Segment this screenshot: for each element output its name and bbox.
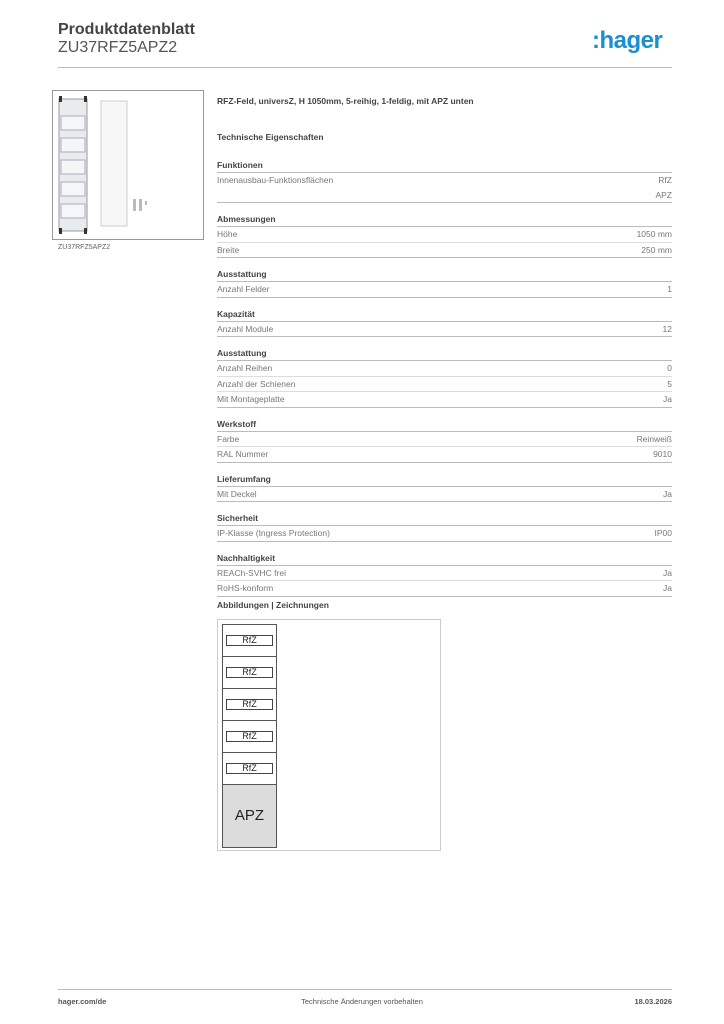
footer-website: hager.com/de	[58, 997, 107, 1006]
spec-value-line: 12	[662, 323, 672, 334]
spec-value-line: 0	[667, 363, 672, 373]
section-title: Funktionen	[217, 158, 672, 173]
spec-row	[217, 322, 672, 338]
spec-section	[217, 212, 672, 258]
spec-section	[217, 551, 672, 597]
drawing-box	[217, 619, 441, 851]
spec-row	[217, 432, 672, 448]
drawing-row	[223, 657, 276, 689]
spec-value	[637, 432, 672, 447]
spec-value	[637, 227, 672, 242]
spec-row	[217, 227, 672, 243]
section-title: Nachhaltigkeit	[217, 551, 672, 566]
spec-label: Mit Deckel	[217, 488, 257, 499]
tech-heading: Technische Eigenschaften	[217, 132, 324, 142]
spec-value-line: 5	[667, 378, 672, 389]
spec-section	[217, 417, 672, 463]
header-divider	[58, 67, 672, 68]
figures-heading: Abbildungen | Zeichnungen	[217, 600, 329, 610]
image-caption: ZU37RFZ5APZ2	[58, 244, 111, 251]
product-code: ZU37RFZ5APZ2	[58, 39, 178, 56]
footer-divider	[58, 989, 672, 990]
rfz-label: RfZ	[226, 635, 273, 646]
spec-label: Anzahl Module	[217, 323, 274, 334]
rfz-label: RfZ	[226, 667, 273, 678]
spec-section	[217, 267, 672, 298]
apz-panel: APZ	[223, 785, 276, 847]
spec-row	[217, 377, 672, 393]
product-description: RFZ-Feld, universZ, H 1050mm, 5-reihig, 1-feldig, mit APZ unten	[217, 96, 474, 106]
spec-value-line: RfZ	[658, 175, 672, 185]
drawing-row	[223, 689, 276, 721]
spec-value	[667, 282, 672, 297]
spec-value-line: Ja	[663, 488, 672, 499]
spec-value	[667, 377, 672, 392]
page-title: Produktdatenblatt	[58, 21, 195, 38]
section-title: Lieferumfang	[217, 472, 672, 487]
spec-row	[217, 361, 672, 377]
spec-label: RAL Nummer	[217, 449, 269, 459]
product-image	[52, 90, 204, 240]
spec-label: Anzahl der Schienen	[217, 378, 296, 389]
spec-row	[217, 282, 672, 298]
spec-section	[217, 158, 672, 203]
drawing-row	[223, 753, 276, 785]
spec-row	[217, 487, 672, 503]
spec-value-line: 1	[667, 284, 672, 294]
spec-section	[217, 346, 672, 408]
spec-label: Innenausbau-Funktionsflächen	[217, 175, 334, 185]
spec-value	[641, 243, 672, 258]
spec-value-line: Ja	[663, 567, 672, 578]
drawing-row	[223, 625, 276, 657]
spec-value	[663, 487, 672, 502]
spec-value-line: 9010	[653, 449, 672, 459]
spec-row	[217, 581, 672, 597]
spec-value	[653, 447, 672, 462]
spec-row	[217, 243, 672, 259]
spec-row	[217, 526, 672, 542]
spec-section	[217, 307, 672, 338]
spec-value-line: 1050 mm	[636, 229, 672, 239]
spec-label: Farbe	[217, 433, 240, 444]
product-illustration	[53, 91, 203, 239]
spec-label: Mit Montageplatte	[217, 394, 285, 404]
spec-value	[663, 322, 672, 337]
spec-value	[655, 173, 672, 202]
footer-notice: Technische Änderungen vorbehalten	[301, 997, 423, 1006]
section-title: Kapazität	[217, 307, 672, 322]
spec-row	[217, 566, 672, 582]
section-title: Werkstoff	[217, 417, 672, 432]
rfz-label: RfZ	[226, 763, 273, 774]
section-title: Abmessungen	[217, 212, 672, 227]
rfz-label: RfZ	[226, 699, 273, 710]
spec-label: Anzahl Felder	[217, 284, 270, 294]
footer-date: 18.03.2026	[634, 997, 672, 1006]
spec-value	[663, 581, 672, 596]
spec-row	[217, 447, 672, 463]
spec-label: RoHS-konform	[217, 583, 274, 593]
spec-value	[667, 361, 672, 376]
spec-section	[217, 472, 672, 503]
spec-column	[217, 96, 672, 606]
spec-value-line: 250 mm	[641, 244, 672, 255]
drawing-row	[223, 721, 276, 753]
spec-label: Breite	[217, 244, 240, 255]
spec-row	[217, 392, 672, 408]
spec-value	[655, 526, 673, 541]
spec-label: Anzahl Reihen	[217, 363, 273, 373]
spec-value	[663, 392, 672, 407]
spec-value-line: IP00	[654, 528, 672, 538]
spec-label: REACh-SVHC frei	[217, 567, 286, 578]
spec-value-line: Ja	[663, 394, 672, 404]
spec-row	[217, 173, 672, 203]
hager-logo: :hager	[592, 27, 663, 54]
spec-value-line: Reinweiß	[636, 433, 672, 444]
section-title: Ausstattung	[217, 267, 672, 282]
spec-label: IP-Klasse (Ingress Protection)	[217, 528, 330, 538]
spec-value	[663, 566, 672, 581]
drawing-column	[222, 624, 277, 848]
spec-value-line: Ja	[663, 583, 672, 593]
spec-section	[217, 511, 672, 542]
rfz-label: RfZ	[226, 731, 273, 742]
spec-label: Höhe	[217, 229, 238, 239]
section-title: Ausstattung	[217, 346, 672, 361]
spec-value-line: APZ	[655, 189, 672, 200]
section-title: Sicherheit	[217, 511, 672, 526]
